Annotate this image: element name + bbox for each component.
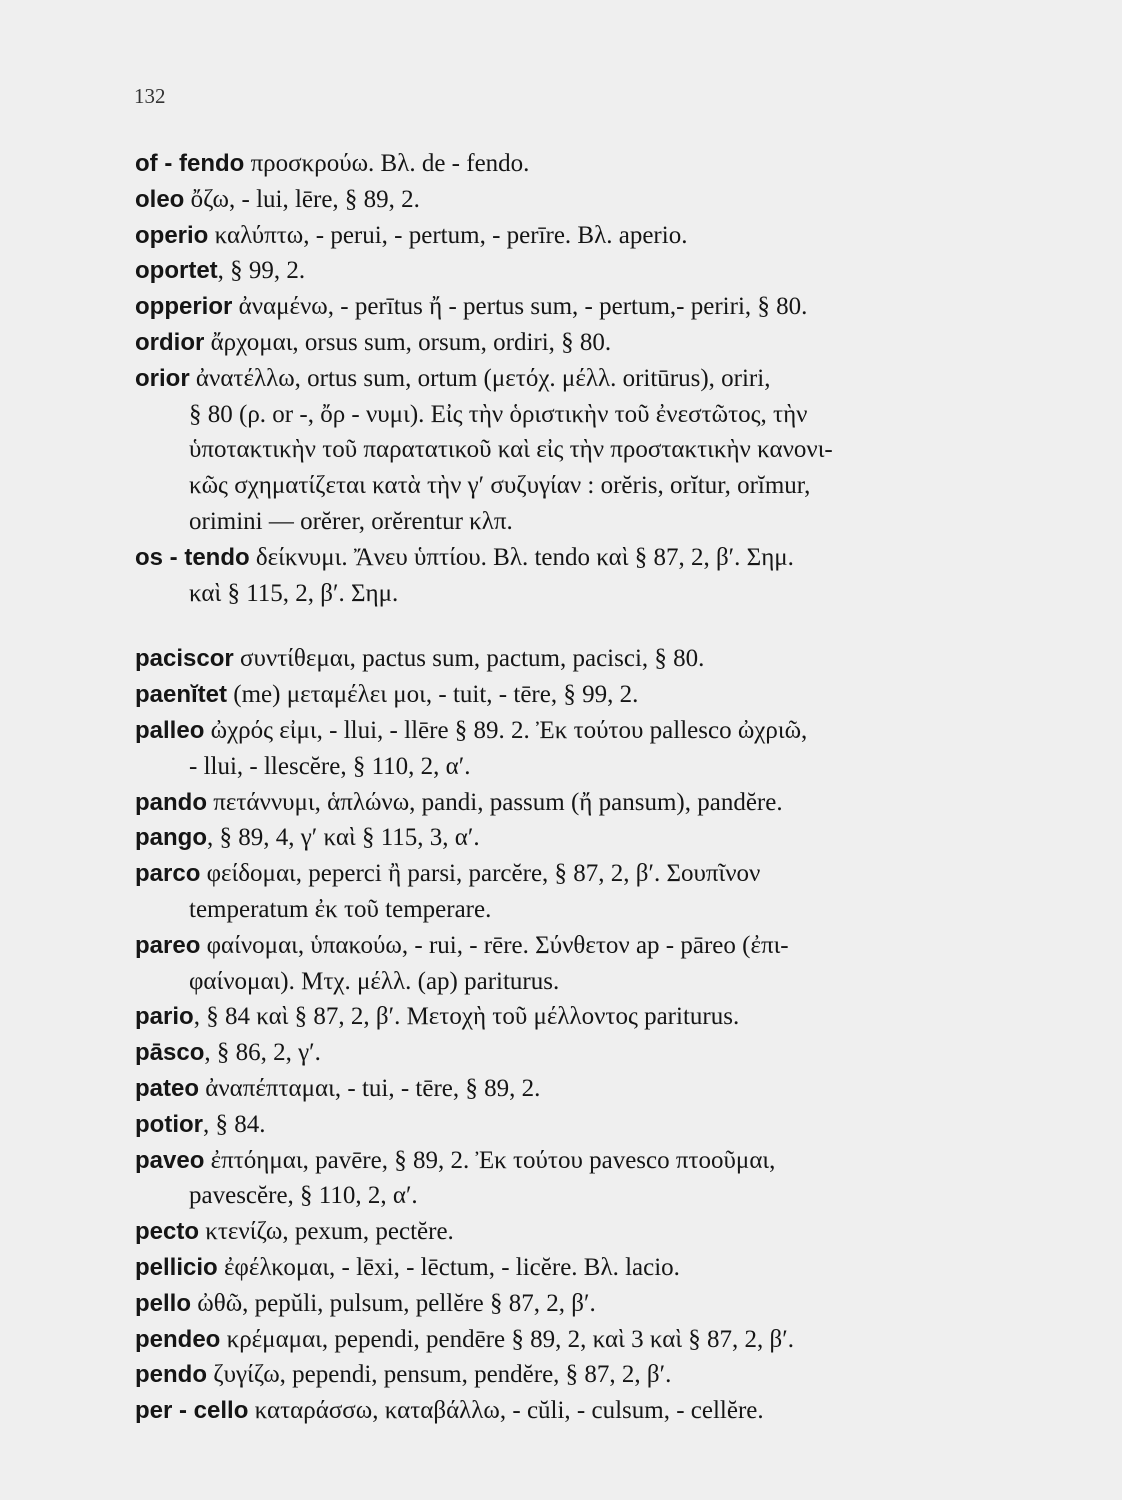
dictionary-entry (135, 785, 1095, 821)
entry-text: δείκνυμι. Ἄνευ ὑπτίου. Βλ. tendo καὶ § 87, 2, β′. Σημ. (249, 543, 794, 571)
entry-text: κτενίζω, pexum, pectĕre. (199, 1218, 454, 1246)
entry-headword: ordior (135, 328, 205, 356)
entry-continuation-line (135, 397, 1095, 433)
entry-headword: orior (135, 364, 190, 392)
dictionary-entry (135, 1214, 1095, 1250)
entry-first-line (135, 182, 1095, 218)
entry-headword: paciscor (135, 645, 234, 673)
dictionary-entry (135, 856, 1095, 928)
entry-first-line (135, 289, 1095, 325)
dictionary-entry (135, 1107, 1095, 1143)
entry-headword: per - cello (135, 1397, 249, 1425)
entry-first-line (135, 146, 1095, 182)
entry-continuation-line (135, 749, 1095, 785)
entry-first-line (135, 1286, 1095, 1322)
entry-text: ἀνατέλλω, ortus sum, ortum (μετόχ. μέλλ. oritūrus), oriri, (189, 364, 771, 392)
entry-headword: pello (135, 1289, 192, 1317)
entry-text: , § 86, 2, γ′. (204, 1039, 321, 1067)
entry-headword: oportet (135, 257, 218, 285)
entry-first-line (135, 1322, 1095, 1358)
entry-text: κῶς σχηματίζεται κατὰ τὴν γ′ συζυγίαν : orĕris, orĭtur, orĭmur, (189, 472, 811, 500)
dictionary-entry (135, 1286, 1095, 1322)
entry-first-line (135, 820, 1095, 856)
entry-first-line (135, 785, 1095, 821)
entry-text: , § 84 καὶ § 87, 2, β′. Μετοχὴ τοῦ μέλλοντος pariturus. (193, 1003, 740, 1031)
dictionary-entry (135, 182, 1095, 218)
dictionary-entry (135, 1322, 1095, 1358)
entry-first-line (135, 1214, 1095, 1250)
entry-text: (me) μεταμέλει μοι, - tuit, - tēre, § 99, 2. (227, 681, 639, 709)
entry-headword: parco (135, 860, 201, 888)
entry-continuation-line (135, 576, 1095, 612)
entry-headword: pareo (135, 931, 201, 959)
entry-text: ὑποτακτικὴν τοῦ παρατατικοῦ καὶ εἰς τὴν προστακτικὴν κανονι- (189, 436, 833, 464)
entry-text: ἐφέλκομαι, - lēxi, - lēctum, - licĕre. Βλ. lacio. (217, 1253, 680, 1281)
entry-headword: pando (135, 788, 207, 816)
entry-first-line (135, 713, 1095, 749)
entry-text: ἀναμένω, - perītus ἤ - pertus sum, - pertum,- periri, § 80. (232, 293, 808, 321)
dictionary-entry (135, 325, 1095, 361)
entry-headword: palleo (135, 716, 205, 744)
entry-continuation-line (135, 1178, 1095, 1214)
page-number: 132 (134, 84, 166, 108)
entry-first-line (135, 1357, 1095, 1393)
entry-text: ὠχρός εἰμι, - llui, - llēre § 89. 2. Ἐκ τούτου pallesco ὠχριῶ, (204, 716, 808, 744)
entry-first-line (135, 999, 1095, 1035)
entry-first-line (135, 218, 1095, 254)
entry-continuation-line (135, 964, 1095, 1000)
entry-headword: paveo (135, 1146, 205, 1174)
entry-first-line (135, 856, 1095, 892)
entry-text: προσκρούω. Βλ. de - fendo. (244, 150, 530, 177)
entry-text: ἐπτόημαι, pavēre, § 89, 2. Ἐκ τούτου pavesco πτοοῦμαι, (204, 1146, 776, 1174)
entry-first-line (135, 1035, 1095, 1071)
dictionary-entry (135, 1035, 1095, 1071)
entry-text: , § 89, 4, γ′ καὶ § 115, 3, α′. (207, 824, 480, 852)
entry-text: φείδομαι, peperci ἢ parsi, parcĕre, § 87, 2, β′. Σουπῖνον (200, 860, 761, 888)
entry-first-line (135, 253, 1095, 289)
dictionary-entry (135, 1393, 1095, 1429)
entry-first-line (135, 641, 1095, 677)
entry-first-line (135, 928, 1095, 964)
entry-first-line (135, 1250, 1095, 1286)
entry-headword: pāsco (135, 1039, 205, 1067)
entry-text: καταράσσω, καταβάλλω, - cŭli, - culsum, - cellĕre. (248, 1397, 764, 1425)
entry-text: , § 84. (202, 1110, 266, 1138)
entry-first-line (135, 677, 1095, 713)
dictionary-entry (135, 999, 1095, 1035)
entry-headword: operio (135, 221, 209, 249)
entry-text: § 80 (ρ. or -, ὄρ - νυμι). Εἰς τὴν ὁριστικὴν τοῦ ἐνεστῶτος, τὴν (189, 400, 808, 428)
entry-text: κρέμαμαι, pependi, pendēre § 89, 2, καὶ 3 καὶ § 87, 2, β′. (220, 1325, 794, 1353)
entry-first-line (135, 1071, 1095, 1107)
entry-continuation-line (135, 432, 1095, 468)
dictionary-entry (135, 218, 1095, 254)
entry-text: ὄζω, - lui, lēre, § 89, 2. (184, 185, 420, 213)
entry-text: πετάννυμι, ἁπλώνω, pandi, passum (ἤ pansum), pandĕre. (207, 788, 783, 816)
entry-text: ὠθῶ, pepŭli, pulsum, pellĕre § 87, 2, β′. (191, 1289, 596, 1317)
entry-first-line (135, 1107, 1095, 1143)
entry-headword: pango (135, 824, 207, 852)
dictionary-entries (135, 146, 1095, 1429)
dictionary-entry (135, 1143, 1095, 1215)
entry-text: καὶ § 115, 2, β′. Σημ. (189, 579, 399, 607)
dictionary-entry (135, 677, 1095, 713)
dictionary-entry (135, 540, 1095, 612)
entry-continuation-line (135, 892, 1095, 928)
dictionary-entry (135, 1357, 1095, 1393)
dictionary-entry (135, 928, 1095, 1000)
entry-headword: pellicio (135, 1253, 218, 1281)
entry-headword: pendo (135, 1361, 207, 1389)
entry-text: pavescĕre, § 110, 2, α′. (189, 1182, 418, 1210)
entry-headword: pateo (135, 1074, 200, 1102)
dictionary-entry (135, 361, 1095, 540)
dictionary-entry (135, 1071, 1095, 1107)
entry-first-line (135, 1143, 1095, 1179)
entry-text: , § 99, 2. (217, 257, 306, 285)
entry-text: temperatum ἐκ τοῦ temperare. (189, 895, 492, 923)
dictionary-entry (135, 289, 1095, 325)
entry-headword: pendeo (135, 1325, 221, 1353)
entry-first-line (135, 540, 1095, 576)
entry-headword: pecto (135, 1218, 200, 1246)
entry-first-line (135, 1393, 1095, 1429)
entry-text: - llui, - llescĕre, § 110, 2, α′. (189, 752, 471, 780)
dictionary-entry (135, 713, 1095, 785)
dictionary-entry (135, 253, 1095, 289)
entry-headword: opperior (135, 293, 233, 321)
entry-first-line (135, 325, 1095, 361)
entry-text: orimini — orĕrer, orĕrentur κλπ. (189, 507, 513, 535)
entry-text: φαίνομαι, ὑπακούω, - rui, - rēre. Σύνθετον ap - pāreo (ἐπι- (200, 931, 789, 959)
entry-headword: potior (135, 1110, 203, 1138)
entry-text: καλύπτω, - perui, - pertum, - perīre. Βλ. aperio. (208, 221, 688, 249)
dictionary-entry (135, 820, 1095, 856)
entry-headword: os - tendo (135, 543, 250, 571)
entry-continuation-line (135, 504, 1095, 540)
entry-text: ἄρχομαι, orsus sum, orsum, ordiri, § 80. (204, 328, 612, 356)
dictionary-entry (135, 641, 1095, 677)
entry-text: ἀναπέπταμαι, - tui, - tēre, § 89, 2. (199, 1074, 541, 1102)
entry-headword: of - fendo (135, 150, 245, 177)
entry-continuation-line (135, 468, 1095, 504)
entry-text: συντίθεμαι, pactus sum, pactum, pacisci, § 80. (233, 645, 705, 673)
dictionary-entry (135, 1250, 1095, 1286)
entry-headword: pario (135, 1003, 194, 1031)
entry-text: φαίνομαι). Μτχ. μέλλ. (ap) pariturus. (189, 967, 560, 995)
dictionary-entry (135, 146, 1095, 182)
entry-text: ζυγίζω, pependi, pensum, pendĕre, § 87, 2, β′. (207, 1361, 672, 1389)
entry-headword: paenĭtet (135, 681, 228, 709)
entry-first-line (135, 361, 1095, 397)
entry-headword: oleo (135, 185, 185, 213)
